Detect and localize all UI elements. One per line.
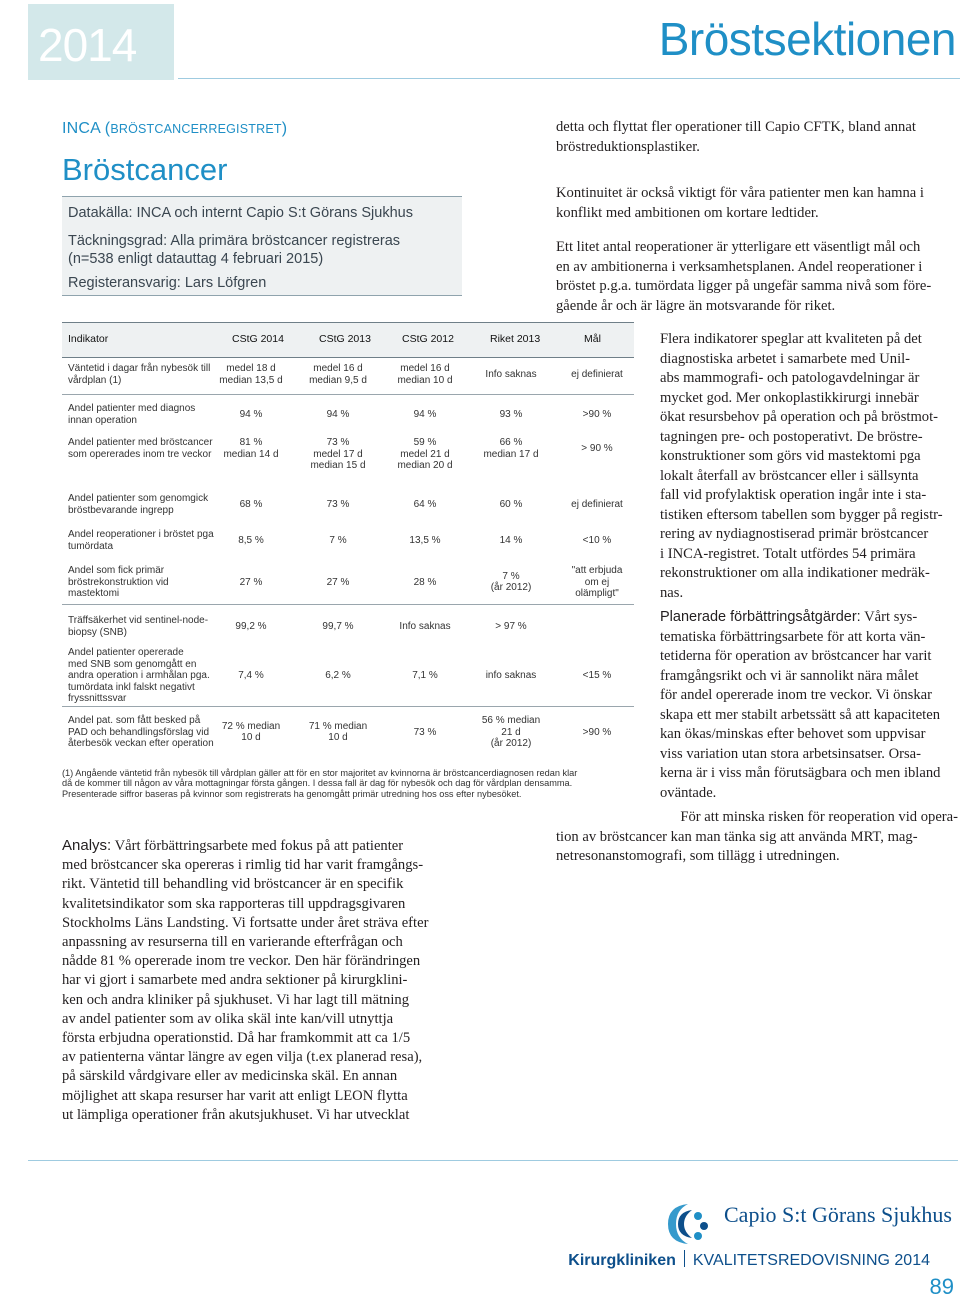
table-cell	[468, 670, 554, 682]
indicator-line: Andel patienter med bröstcancer	[68, 437, 213, 448]
text-line: nådde 81 % opererade inom tre veckor. Den här förändringen	[62, 953, 421, 970]
text-line: tion av bröstcancer kan man tänka sig att använda MRT, mag-	[556, 828, 918, 845]
text-line: tagningen pre- och postoperativt. De bröstre-	[660, 428, 923, 445]
table-cell	[468, 571, 554, 594]
text-line: rering av nydiagnostiserad primär bröstcancer	[660, 526, 929, 542]
cell-line: 7,1 %	[412, 670, 438, 681]
section-title: Bröstsektionen	[658, 13, 956, 65]
table-cell	[554, 369, 640, 381]
text-line: Vårt sys-	[864, 609, 918, 625]
cell-line: 13,5 %	[409, 534, 441, 546]
indicator-line: Andel reoperationer i bröstet pga	[68, 529, 214, 540]
cell-line: ej definierat	[571, 368, 623, 380]
header-cstg-2014: CStG 2014	[232, 333, 284, 345]
text-line: tetiderna för operation av bröstcancer har varit	[660, 648, 932, 664]
text-line: konflikt med ambitionen om kortare ledtider.	[556, 204, 819, 221]
footnote-line: Presenterade siffror baseras på kvinnor som registrerats ha genomgått primär utredning hos oss efter nybesöket.	[62, 788, 522, 799]
cell-line: 59 %	[413, 437, 437, 448]
indicator-line: Andel patienter opererade	[68, 647, 184, 658]
indicator-line: tumördata	[68, 540, 114, 552]
table-cell	[468, 499, 554, 511]
text-line: bröstreduktionsplastiker.	[556, 138, 700, 155]
text-line: bröstet p.g.a. tumördata ligger på ungefär samma nivå som före-	[556, 278, 932, 294]
table-cell	[554, 670, 640, 682]
indicator-line: tumördata inkl falskt negativt	[68, 681, 195, 693]
header-indikator: Indikator	[68, 333, 109, 345]
cell-line: (år 2012)	[490, 738, 532, 749]
text-line: tematiska förbättringsarbete för att korta vän-	[660, 628, 926, 645]
cell-line: 73 %	[326, 498, 350, 510]
table-cell	[208, 409, 294, 421]
indicator-line: andra operation i armhålan pga.	[68, 670, 210, 681]
text-line: framgångsrikt och vi är sannolikt nära målet	[660, 667, 919, 684]
table-cell	[208, 621, 294, 633]
cell-line: 64 %	[413, 498, 437, 510]
indicator-line: Andel som fick primär	[68, 565, 165, 576]
cell-line: 14 %	[499, 534, 523, 546]
table-row	[62, 562, 634, 608]
indicator-table	[62, 322, 634, 762]
table-cell	[208, 535, 294, 547]
text-line: konstruktioner som görs vid mastektomi pga	[660, 448, 921, 464]
table-cell	[208, 577, 294, 589]
cell-line: median 20 d	[397, 460, 453, 471]
cell-line: >90 %	[582, 408, 612, 420]
footer-divider	[28, 1160, 958, 1161]
text-line: för andel opererade inom tre veckor. Vi önskar	[660, 687, 932, 703]
table-row	[62, 434, 634, 488]
table-cell	[295, 535, 381, 547]
table-cell	[382, 437, 468, 472]
indicator-line: biopsy (SNB)	[68, 626, 127, 638]
table-cell	[295, 499, 381, 511]
registry-heading-end: )	[281, 120, 288, 137]
indicator-label	[68, 565, 228, 600]
table-cell	[382, 409, 468, 421]
improvement-first-line	[660, 608, 958, 628]
cell-line: 7 %	[502, 570, 520, 582]
indicator-line: Andel pat. som fått besked på	[68, 715, 201, 726]
cell-line: median 14 d	[223, 448, 279, 460]
indicator-line: bröstrekonstruktion vid	[68, 576, 169, 588]
cell-line: 10 d	[241, 732, 261, 744]
indicator-line: Andel patienter med diagnos	[68, 403, 196, 414]
hospital-logo-text: Capio S:t Görans Sjukhus	[724, 1202, 952, 1227]
text-line: kvalitetsindikator som ska rapporteras till uppdragsgivaren	[62, 895, 406, 912]
footer-report: KVALITETSREDOVISNING 2014	[692, 1252, 930, 1269]
text-line: diagnostiska arbetet i samarbete med Unil-	[660, 350, 911, 367]
cell-line: om ej	[584, 576, 610, 588]
capio-logo-icon	[660, 1196, 716, 1257]
improvement-section	[660, 608, 958, 803]
cell-line: Info saknas	[485, 368, 537, 380]
indicator-line: med SNB som genomgått en	[68, 658, 197, 670]
table-cell	[554, 409, 640, 421]
table-cell	[295, 437, 381, 472]
cell-line: 99,7 %	[322, 620, 354, 632]
text-line: på särskild vårdgivare eller av medicinska skäl. En annan	[62, 1068, 398, 1085]
text-line: rekonstruktioner om alla indikationer medräk-	[660, 565, 930, 581]
indicator-line: återbesök veckan efter operation	[68, 738, 214, 749]
text-line: i INCA-registret. Totalt utfördes 54 primära	[660, 545, 916, 562]
cell-line: > 97 %	[495, 620, 527, 632]
right-text-paragraph-2	[556, 184, 958, 223]
table-row	[62, 360, 634, 398]
header-riket-2013: Riket 2013	[490, 333, 541, 345]
text-line: ken och andra kliniker på sjukhuset. Vi har lagt till mätning	[62, 991, 410, 1008]
page-title: Bröstcancer	[62, 152, 228, 187]
text-line: Flera indikatorer speglar att kvaliteten på det	[660, 331, 922, 347]
table-cell	[295, 621, 381, 633]
text-line: har vi gjort i samarbete med andra sektioner på kirurgklini-	[62, 972, 408, 989]
indicator-label	[68, 529, 228, 552]
cell-line: median 10 d	[397, 374, 453, 386]
cell-line: medel 17 d	[313, 448, 363, 460]
cell-line: 72 % median	[221, 720, 281, 732]
table-row	[62, 400, 634, 430]
footer-department: Kirurgkliniken	[568, 1252, 676, 1269]
cell-line: medel 21 d	[400, 448, 450, 460]
table-cell	[468, 437, 554, 460]
text-line: viss variation utan stora arbetsinsatser. Orsa-	[660, 745, 921, 762]
text-line: kan ökas/minskas efter behovet som uppvisar	[660, 726, 926, 742]
table-cell	[295, 577, 381, 589]
table-cell	[382, 499, 468, 511]
cell-line: 10 d	[328, 732, 348, 744]
coverage-detail: (n=538 enligt datauttag 4 februari 2015)	[68, 251, 324, 267]
right-text-quality	[660, 330, 958, 603]
indicator-label	[68, 647, 228, 705]
cell-line: (år 2012)	[490, 582, 532, 594]
cell-line: 71 % median	[308, 720, 368, 732]
cell-line: 27 %	[326, 576, 350, 588]
cell-line: 21 d	[501, 726, 521, 738]
indicator-line: PAD och behandlingsförslag vid	[68, 726, 210, 738]
indicator-label	[68, 715, 228, 750]
indicator-line: Väntetid i dagar från nybesök till	[68, 363, 211, 374]
cell-line: 66 %	[499, 437, 523, 448]
table-row	[62, 612, 634, 642]
cell-line: 6,2 %	[325, 670, 351, 681]
indicator-label	[68, 403, 228, 426]
text-line: mycket god. Mer onkoplastikkirurgi innebär	[660, 389, 919, 406]
cell-line: 27 %	[239, 576, 263, 588]
cell-line: 8,5 %	[238, 534, 264, 546]
cell-line: 73 %	[326, 437, 350, 448]
cell-line: 7 %	[329, 534, 347, 546]
footer-title	[568, 1250, 930, 1270]
table-cell	[554, 535, 640, 547]
header-cstg-2012: CStG 2012	[402, 333, 454, 345]
table-cell	[468, 715, 554, 750]
cell-line: 68 %	[239, 498, 263, 510]
table-cell	[208, 437, 294, 460]
table-cell	[208, 499, 294, 511]
table-row	[62, 644, 634, 708]
cell-line: 94 %	[413, 408, 437, 420]
cell-line: median 15 d	[310, 460, 366, 471]
improvement-heading: Planerade förbättringsåtgärder:	[660, 609, 861, 625]
registry-info-box	[62, 196, 462, 296]
registry-heading	[62, 120, 287, 138]
text-line: med bröstcancer ska opereras i rimlig tid har varit framgångs-	[62, 857, 424, 874]
text-line: skapa ett mer stabilt arbetssätt så att kapaciteten	[660, 706, 941, 723]
table-cell	[208, 721, 294, 744]
cell-line: medel 18 d	[226, 363, 276, 374]
table-cell	[382, 670, 468, 682]
indicator-label	[68, 437, 228, 460]
header-mal: Mål	[584, 333, 601, 345]
table-cell	[382, 727, 468, 739]
footnote-line: då de kommer till någon av våra mottagningar första gången. I dessa fall är dag för nybesök och dag för vårdplan densamma.	[62, 778, 573, 789]
table-cell	[295, 363, 381, 386]
registry-owner: Registeransvarig: Lars Löfgren	[68, 275, 267, 291]
cell-line: Info saknas	[399, 620, 451, 632]
indicator-line: som opererades inom tre veckor	[68, 448, 212, 460]
table-cell	[382, 621, 468, 633]
text-line: Ett litet antal reoperationer är ytterligare ett väsentligt mål och	[556, 239, 921, 255]
table-row	[62, 712, 634, 758]
table-divider	[62, 604, 634, 605]
table-cell	[554, 499, 640, 511]
text-line: anpassning av resurserna till en varierande efterfrågan och	[62, 934, 403, 951]
indicator-line: vårdplan (1)	[68, 374, 122, 386]
table-divider	[62, 394, 634, 395]
text-line: första erbjudna operationstid. Då har framkommit att ca 1/5	[62, 1030, 411, 1047]
cell-line: 73 %	[413, 726, 437, 738]
text-line: detta och flyttat fler operationer till Capio CFTK, bland annat	[556, 119, 916, 135]
cell-line: <10 %	[582, 534, 612, 546]
cell-line: 99,2 %	[235, 620, 267, 632]
table-cell	[468, 409, 554, 421]
year-label: 2014	[38, 19, 137, 71]
registry-heading-small: BRÖSTCANCERREGISTRET	[110, 122, 282, 136]
cell-line: medel 16 d	[313, 363, 363, 374]
footer-separator	[684, 1250, 685, 1267]
header-cstg-2013: CStG 2013	[319, 333, 371, 345]
indicator-line: Andel patienter som genomgick	[68, 493, 209, 504]
cell-line: median 17 d	[483, 448, 539, 460]
text-line: av andel patienter som av olika skäl inte kan/vill utnyttja	[62, 1010, 394, 1027]
table-cell	[208, 670, 294, 682]
coverage: Täckningsgrad: Alla primära bröstcancer registreras	[68, 233, 401, 249]
text-line: nas.	[660, 584, 684, 601]
text-line: ökat resursbehov på operation och på bröstmot-	[660, 409, 939, 425]
cell-line: medel 16 d	[400, 363, 450, 374]
indicator-label	[68, 363, 228, 386]
table-cell	[382, 535, 468, 547]
table-divider	[62, 706, 634, 707]
table-cell	[468, 369, 554, 381]
text-line: lokalt återfall av bröstcancer eller i sällsynta	[660, 467, 919, 484]
table-cell	[554, 727, 640, 739]
text-line: För att minska risken för reoperation vid opera-	[680, 809, 958, 825]
text-line: netresonanstomografi, som tillägg i utredningen.	[556, 848, 840, 864]
table-cell	[468, 535, 554, 547]
table-row	[62, 490, 634, 524]
text-line: rikt. Väntetid till behandling vid bröstcancer är en specifik	[62, 876, 404, 893]
text-line: Kontinuitet är också viktigt för våra patienter men kan hamna i	[556, 185, 924, 201]
text-line: Vårt förbättringsarbete med fokus på att patienter	[114, 838, 404, 854]
cell-line: olämpligt"	[575, 588, 619, 599]
indicator-label	[68, 615, 228, 638]
cell-line: 56 % median	[481, 715, 541, 726]
text-line: gående år och är lägre än motsvarande för riket.	[556, 297, 836, 314]
reoperation-paragraph	[556, 808, 958, 867]
table-footnote	[62, 768, 640, 799]
text-line: oväntade.	[660, 784, 717, 801]
table-header	[62, 322, 634, 358]
text-line: abs mammografi- och patologavdelningar är	[660, 370, 920, 386]
text-line: kerna är i viss mån förutsägbara och men ibland	[660, 765, 941, 781]
text-line: tistiken eftersom tabellen som bygger på registr-	[660, 506, 943, 523]
table-cell	[468, 621, 554, 633]
header-divider	[178, 78, 960, 79]
analysis-section	[62, 836, 472, 1125]
cell-line: 94 %	[326, 408, 350, 420]
cell-line: ej definierat	[571, 498, 623, 510]
table-cell	[295, 670, 381, 682]
right-text-paragraph-1	[556, 118, 958, 157]
right-text-paragraph-3	[556, 238, 958, 316]
table-cell	[382, 363, 468, 386]
text-line: ut lämpliga operationer från akutsjukhuset. Vi har utvecklat	[62, 1106, 410, 1123]
cell-line: 81 %	[239, 437, 263, 448]
cell-line: 60 %	[499, 498, 523, 510]
cell-line: 28 %	[413, 576, 437, 588]
text-line: fall vid profylaktisk operation ingår inte i sta-	[660, 487, 927, 503]
data-source: Datakälla: INCA och internt Capio S:t Görans Sjukhus	[68, 205, 413, 221]
analysis-heading: Analys:	[62, 837, 112, 854]
table-cell	[382, 577, 468, 589]
text-line: Stockholms Läns Landsting. Vi fortsatte under året sträva efter	[62, 914, 429, 931]
cell-line: 7,4 %	[238, 670, 264, 681]
indicator-line: fryssnittssvar	[68, 693, 127, 704]
indicator-line: mastektomi	[68, 588, 120, 599]
footnote-line: (1) Angående väntetid från nybesök till vårdplan gäller att för en stor majoritet av kvinnorna är bröstcancerdiagnosen redan klar	[62, 768, 578, 778]
table-cell	[554, 565, 640, 600]
cell-line: median 9,5 d	[309, 374, 367, 386]
cell-line: 94 %	[239, 408, 263, 420]
text-line: möjlighet att skapa resurser har varit att enligt LEON flytta	[62, 1087, 408, 1104]
indicator-line: bröstbevarande ingrepp	[68, 504, 174, 516]
cell-line: >90 %	[582, 726, 612, 738]
text-line: av patienterna väntar längre av egen vilja (t.ex planerad resa),	[62, 1049, 423, 1066]
page-number: 89	[929, 1274, 954, 1299]
table-row	[62, 526, 634, 560]
year-box	[28, 4, 174, 80]
table-cell	[554, 443, 640, 455]
indicator-line: Träffsäkerhet vid sentinel-node-	[68, 615, 209, 626]
cell-line: <15 %	[582, 670, 612, 681]
registry-heading-main: INCA (	[62, 120, 111, 137]
analysis-first-line	[62, 836, 472, 856]
table-cell	[295, 409, 381, 421]
indicator-label	[68, 493, 228, 516]
cell-line: "att erbjuda	[571, 565, 623, 576]
table-cell	[208, 363, 294, 386]
cell-line: 93 %	[499, 408, 523, 420]
table-cell	[295, 721, 381, 744]
cell-line: info saknas	[485, 670, 537, 681]
cell-line: > 90 %	[581, 442, 613, 454]
indicator-line: innan operation	[68, 414, 137, 426]
cell-line: median 13,5 d	[219, 374, 283, 386]
text-line: en av ambitionerna i verksamhetsplanen. Andel reoperationer i	[556, 258, 923, 275]
